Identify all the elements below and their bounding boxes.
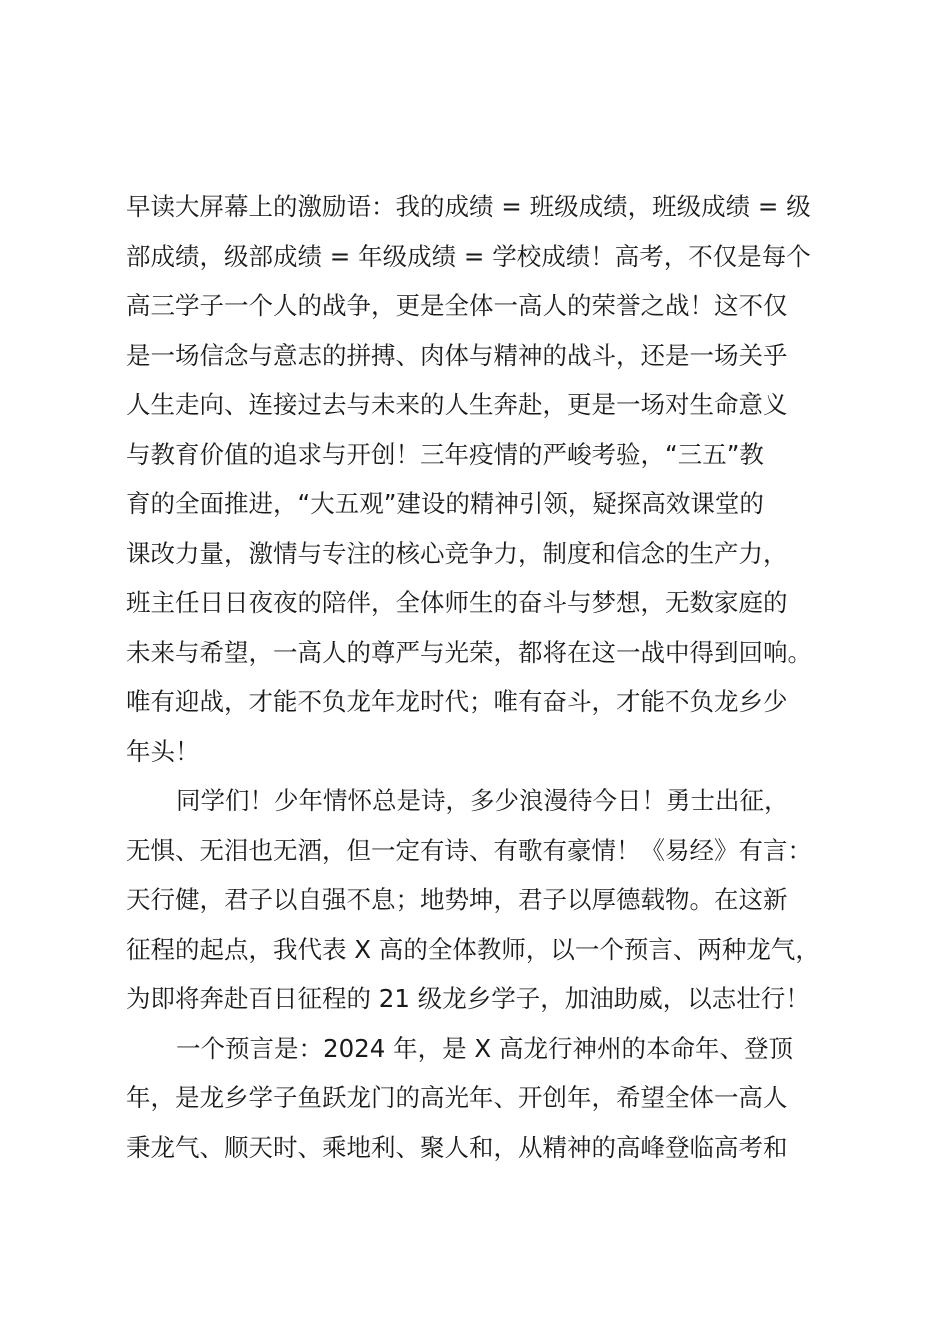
text-line: 年头！ xyxy=(126,736,200,766)
text-line: 未来与希望，一高人的尊严与光荣，都将在这一战中得到回响。 xyxy=(126,637,812,667)
text-line: 课改力量，激情与专注的核心竞争力，制度和信念的生产力， xyxy=(126,538,788,568)
text-line: 早读大屏幕上的激励语：我的成绩 = 班级成绩，班级成绩 = 级 xyxy=(126,192,811,221)
text-line: 无惧、无泪也无酒，但一定有诗、有歌有豪情！《易经》有言： xyxy=(126,835,812,865)
text-line: 天行健，君子以自强不息；地势坤，君子以厚德载物。在这新 xyxy=(126,885,788,914)
text-line: 唯有迎战，才能不负龙年龙时代；唯有奋斗，才能不负龙乡少 xyxy=(126,687,788,716)
paragraph-first-line: 同学们！少年情怀总是诗，多少浪漫待今日！勇士出征， xyxy=(176,786,789,815)
text-line: 育的全面推进，“大五观”建设的精神引领，疑探高效课堂的 xyxy=(126,489,764,518)
text-line: 与教育价值的追求与开创！三年疫情的严峻考验，“三五”教 xyxy=(126,439,764,469)
text-line: 秉龙气、顺天时、乘地利、聚人和，从精神的高峰登临高考和 xyxy=(126,1132,788,1162)
text-line: 征程的起点，我代表 X 高的全体教师，以一个预言、两种龙气， xyxy=(126,934,820,964)
text-line: 人生走向、连接过去与未来的人生奔赴，更是一场对生命意义 xyxy=(126,390,788,419)
document-body xyxy=(126,182,861,1172)
text-line: 班主任日日夜夜的陪伴，全体师生的奋斗与梦想，无数家庭的 xyxy=(126,588,788,617)
text-line: 是一场信念与意志的拼搏、肉体与精神的战斗，还是一场关乎 xyxy=(126,340,788,370)
paragraph-first-line: 一个预言是：2024 年，是 X 高龙行神州的本命年、登顶 xyxy=(176,1033,793,1063)
text-line: 年，是龙乡学子鱼跃龙门的高光年、开创年，希望全体一高人 xyxy=(126,1083,788,1112)
text-line: 部成绩，级部成绩 = 年级成绩 = 学校成绩！高考，不仅是每个 xyxy=(126,241,811,271)
text-line: 高三学子一个人的战争，更是全体一高人的荣誉之战！这不仅 xyxy=(126,291,788,320)
text-line: 为即将奔赴百日征程的 21 级龙乡学子，加油助威，以志壮行！ xyxy=(126,984,810,1013)
